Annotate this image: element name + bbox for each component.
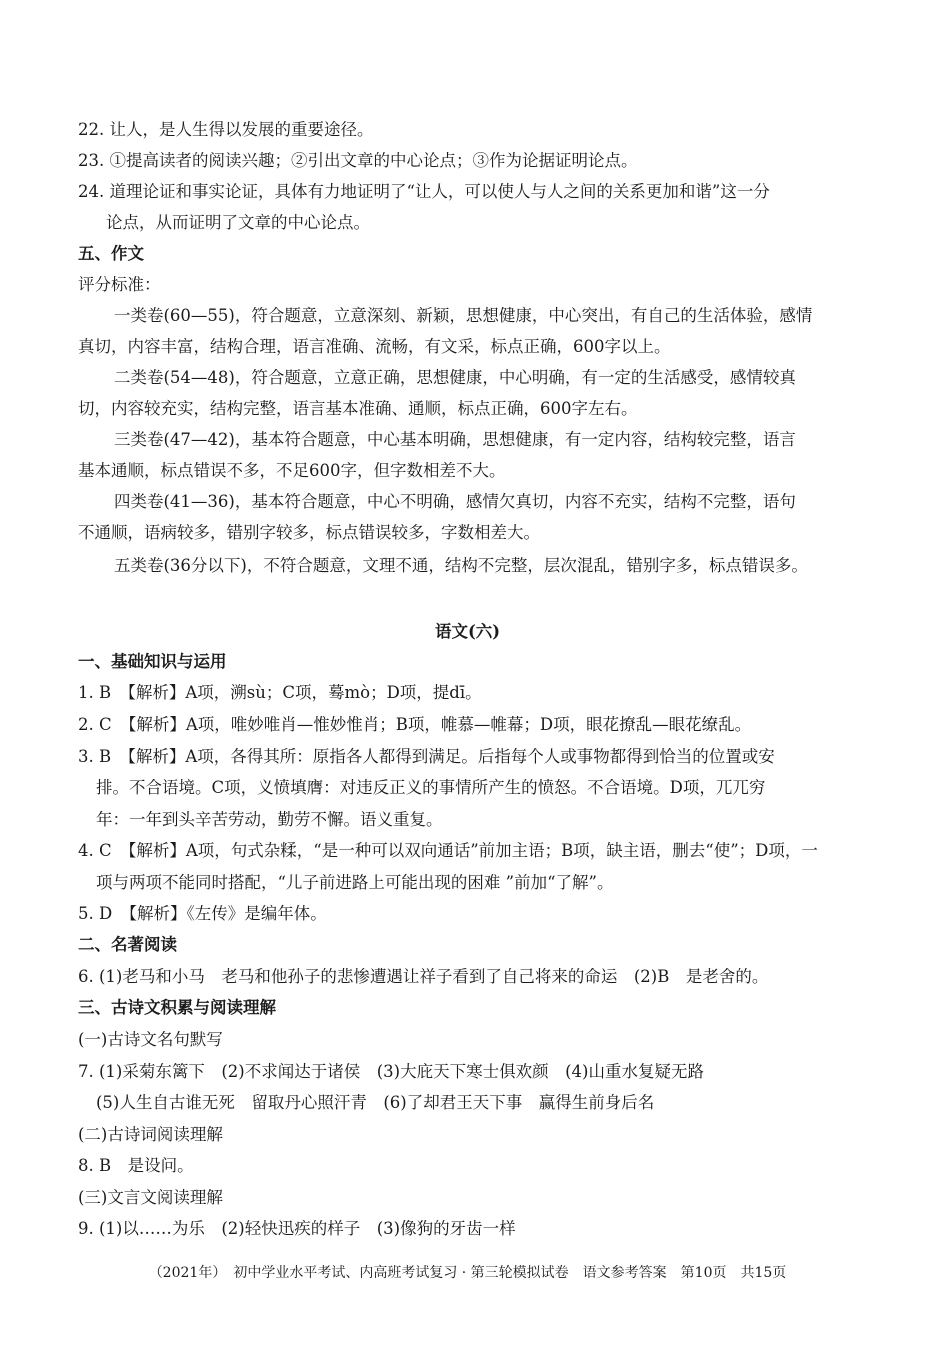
answer-q4-line2: 项与两项不能同时搭配，“儿子前进路上可能出现的困难 ”前加“了解”。 (96, 873, 614, 892)
part3-sub3: (三)文言文阅读理解 (78, 1188, 223, 1207)
part2-heading: 二、名著阅读 (78, 935, 177, 954)
answer-q8: 8. B 是设问。 (78, 1156, 194, 1175)
grade3-line2: 基本通顺，标点错误不多，不足600字，但字数相差不大。 (78, 461, 506, 480)
answer-q6: 6. (1)老马和小马 老马和他孙子的悲惨遭遇让祥子看到了自己将来的命运 (2)B 是老舍的。 (78, 967, 769, 986)
answer-q23: 23. ①提高读者的阅读兴趣；②引出文章的中心论点；③作为论据证明论点。 (78, 151, 638, 170)
part1-heading: 一、基础知识与运用 (78, 652, 227, 671)
answer-q22: 22. 让人，是人生得以发展的重要途径。 (78, 120, 374, 139)
answer-q24-line2: 论点，从而证明了文章的中心论点。 (106, 213, 370, 232)
answer-q4-line1: 4. C 【解析】A项，句式杂糅，“是一种可以双向通话”前加主语；B项，缺主语，删去“使”；D项，一 (78, 841, 818, 860)
answer-q3-line2: 排。不合语境。C项，义愤填膺：对违反正义的事情所产生的愤怒。不合语境。D项，兀兀穷 (96, 778, 766, 797)
grade4-line2: 不通顺，语病较多，错别字较多，标点错误较多，字数相差大。 (78, 523, 540, 542)
grade2-line2: 切，内容较充实，结构完整，语言基本准确、通顺，标点正确，600字左右。 (78, 399, 638, 418)
part3-sub2: (二)古诗词阅读理解 (78, 1125, 223, 1144)
grade4-line1: 四类卷(41—36)，基本符合题意，中心不明确，感情欠真切，内容不充实，结构不完整，语句 (114, 492, 796, 511)
answer-q5: 5. D 【解析】《左传》是编年体。 (78, 904, 327, 923)
section-title: 语文(六) (434, 622, 501, 641)
answer-q7-line2: (5)人生自古谁无死 留取丹心照汗青 (6)了却君王天下事 赢得生前身后名 (96, 1093, 655, 1112)
part3-heading: 三、古诗文积累与阅读理解 (78, 998, 276, 1017)
grade3-line1: 三类卷(47—42)，基本符合题意，中心基本明确，思想健康，有一定内容，结构较完整，语言 (114, 430, 796, 449)
answer-q3-line1: 3. B 【解析】A项，各得其所：原指各人都得到满足。后指每个人或事物都得到恰当的位置或安 (78, 747, 775, 766)
criteria-label: 评分标准： (78, 275, 161, 294)
grade1-line1: 一类卷(60—55)，符合题意，立意深刻、新颖，思想健康，中心突出，有自己的生活体验，感情 (114, 306, 813, 325)
answer-q9: 9. (1)以……为乐 (2)轻快迅疾的样子 (3)像狗的牙齿一样 (78, 1219, 516, 1238)
grade5-line1: 五类卷(36分以下)，不符合题意，文理不通，结构不完整，层次混乱，错别字多，标点错误多。 (114, 556, 808, 575)
answer-q3-line3: 年：一年到头辛苦劳动，勤劳不懈。语义重复。 (96, 810, 443, 829)
page-footer: （2021年） 初中学业水平考试、内高班考试复习 · 第三轮模拟试卷 语文参考答案 第10页 共15页 (148, 1265, 787, 1281)
grade2-line1: 二类卷(54—48)，符合题意，立意正确，思想健康，中心明确，有一定的生活感受，感情较真 (114, 368, 796, 387)
answer-q1: 1. B 【解析】A项，溯sù；C项，蓦mò；D项，提dī。 (78, 683, 482, 702)
answer-q7-line1: 7. (1)采菊东篱下 (2)不求闻达于诸侯 (3)大庇天下寒士俱欢颜 (4)山重水复疑无路 (78, 1062, 704, 1081)
answer-q2: 2. C 【解析】A项，唯妙唯肖—惟妙惟肖；B项，帷慕—帷幕；D项，眼花撩乱—眼花缭乱。 (78, 715, 752, 734)
essay-heading: 五、作文 (78, 244, 144, 263)
grade1-line2: 真切，内容丰富，结构合理，语言准确、流畅，有文采，标点正确，600字以上。 (78, 337, 671, 356)
part3-sub1: (一)古诗文名句默写 (78, 1030, 223, 1049)
answer-q24-line1: 24. 道理论证和事实论证，具体有力地证明了“让人，可以使人与人之间的关系更加和谐”这一分 (78, 182, 770, 201)
